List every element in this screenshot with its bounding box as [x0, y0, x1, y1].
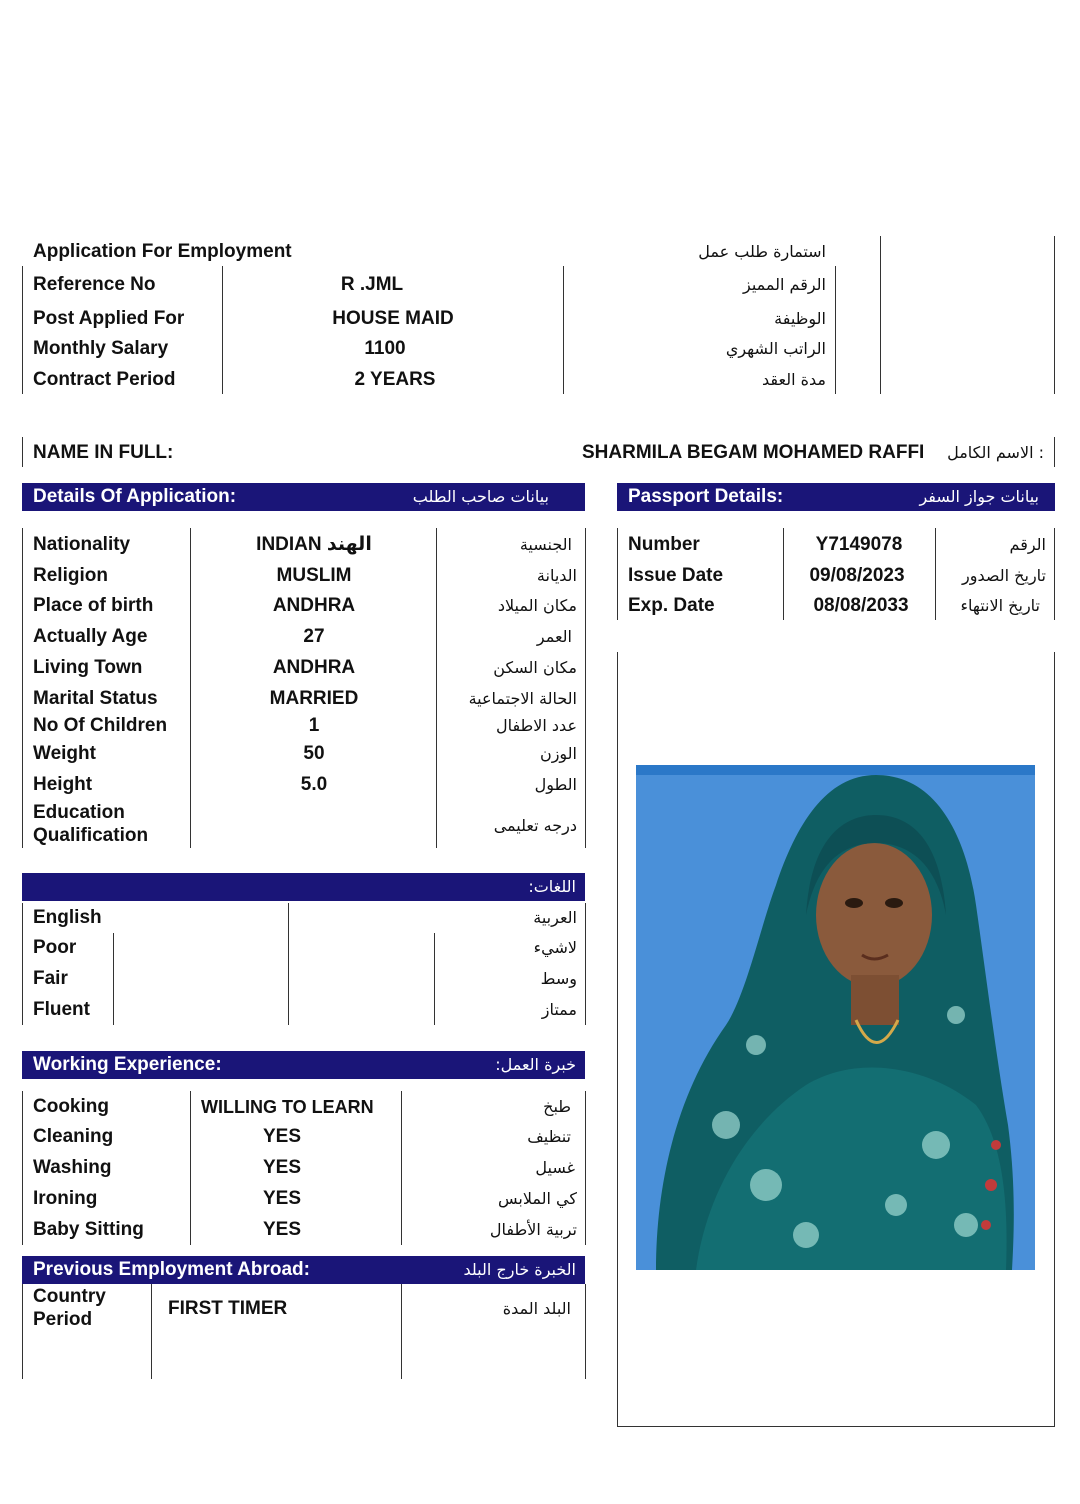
- applicant-photo: [636, 765, 1035, 1270]
- passport-title-arabic: بيانات جواز السفر: [919, 487, 1039, 506]
- lang-fluent-label: Fluent: [33, 999, 90, 1020]
- religion-value: MUSLIM: [276, 565, 352, 586]
- baby-sitting-value: YES: [262, 1219, 302, 1240]
- height-label: Height: [33, 774, 93, 795]
- weight-label-arabic: الوزن: [539, 744, 577, 763]
- age-label-arabic: العمر: [536, 627, 572, 646]
- reference-no-label-arabic: الرقم المميز: [742, 275, 826, 294]
- religion-label: Religion: [33, 565, 108, 586]
- details-title-arabic: بيانات صاحب الطلب: [412, 487, 549, 506]
- cleaning-value: YES: [262, 1126, 302, 1147]
- living-town-label: Living Town: [33, 657, 143, 678]
- monthly-salary-label-arabic: الراتب الشهري: [725, 339, 826, 358]
- place-of-birth-value: ANDHRA: [272, 595, 356, 616]
- lang-english-label: English: [33, 907, 102, 928]
- height-value: 5.0: [300, 774, 328, 795]
- period-label: Period: [33, 1309, 93, 1330]
- previous-title-arabic: الخبرة خارج البلد: [463, 1260, 576, 1279]
- exp-date-label-arabic: تاريخ الانتهاء: [960, 596, 1040, 615]
- experience-title-arabic: خبرة العمل:: [495, 1055, 576, 1074]
- education-label-line1: Education: [33, 802, 125, 823]
- post-applied-label: Post Applied For: [33, 308, 185, 329]
- cooking-label-arabic: طبخ: [543, 1097, 571, 1116]
- reference-no-value: R .JML: [340, 274, 404, 295]
- monthly-salary-value: 1100: [364, 338, 406, 359]
- education-label-line2: Qualification: [33, 825, 149, 846]
- lang-fair-label: Fair: [33, 968, 68, 989]
- washing-value: YES: [262, 1157, 302, 1178]
- age-value: 27: [303, 626, 325, 647]
- nationality-label-arabic: الجنسية: [519, 535, 572, 554]
- contract-period-label: Contract Period: [33, 369, 176, 390]
- age-label: Actually Age: [33, 626, 148, 647]
- experience-header-bar: [22, 1051, 585, 1079]
- marital-status-label-arabic: الحالة الاجتماعية: [468, 689, 577, 708]
- weight-value: 50: [303, 743, 325, 764]
- living-town-value: ANDHRA: [272, 657, 356, 678]
- contract-period-value: 2 YEARS: [354, 369, 436, 390]
- experience-title: Working Experience:: [33, 1054, 222, 1075]
- cooking-value: WILLING TO LEARN: [201, 1097, 374, 1117]
- country-label: Country: [33, 1286, 106, 1307]
- washing-label: Washing: [33, 1157, 112, 1178]
- name-label-arabic: : الاسم الكامل: [947, 443, 1044, 462]
- post-applied-value: HOUSE MAID: [332, 308, 454, 329]
- washing-label-arabic: غسيل: [535, 1158, 575, 1177]
- exp-date-value: 08/08/2033: [813, 595, 909, 616]
- lang-poor-label-arabic: لاشيء: [533, 938, 577, 957]
- ironing-label: Ironing: [33, 1188, 98, 1209]
- passport-number-value: Y7149078: [815, 534, 903, 555]
- living-town-label-arabic: مكان السكن: [493, 658, 577, 677]
- languages-header-bar: [22, 873, 585, 901]
- form-title-arabic: استمارة طلب عمل: [698, 242, 826, 261]
- exp-date-label: Exp. Date: [628, 595, 715, 616]
- lang-arabic-label: العربية: [533, 908, 577, 927]
- country-period-label-arabic: البلد المدة: [502, 1299, 571, 1318]
- contract-period-label-arabic: مدة العقد: [762, 370, 826, 389]
- marital-status-value: MARRIED: [269, 688, 359, 709]
- ironing-value: YES: [262, 1188, 302, 1209]
- nationality-value: INDIAN الهند: [256, 534, 372, 555]
- baby-sitting-label: Baby Sitting: [33, 1219, 144, 1240]
- nationality-label: Nationality: [33, 534, 131, 555]
- religion-label-arabic: الديانة: [536, 566, 577, 585]
- cooking-label: Cooking: [33, 1096, 109, 1117]
- issue-date-value: 09/08/2023: [809, 565, 905, 586]
- post-applied-label-arabic: الوظيفة: [774, 309, 826, 328]
- details-title: Details Of Application:: [33, 486, 237, 507]
- cleaning-label-arabic: تنظيف: [527, 1127, 571, 1146]
- lang-fair-label-arabic: وسط: [540, 969, 577, 988]
- marital-status-label: Marital Status: [33, 688, 158, 709]
- languages-title-arabic: اللغات:: [528, 877, 576, 896]
- ironing-label-arabic: كي الملابس: [497, 1189, 577, 1208]
- cleaning-label: Cleaning: [33, 1126, 114, 1147]
- previous-header-bar: [22, 1256, 585, 1284]
- lang-fluent-label-arabic: ممتاز: [541, 1000, 577, 1019]
- passport-title: Passport Details:: [628, 486, 784, 507]
- children-label-arabic: عدد الاطفال: [495, 716, 577, 735]
- reference-no-label: Reference No: [33, 274, 156, 295]
- issue-date-label-arabic: تاريخ الصدور: [962, 566, 1046, 585]
- baby-sitting-label-arabic: تربية الأطفال: [489, 1220, 577, 1239]
- previous-title: Previous Employment Abroad:: [33, 1259, 310, 1280]
- name-value: SHARMILA BEGAM MOHAMED RAFFI: [582, 442, 925, 463]
- details-header-bar: [22, 483, 585, 511]
- children-value: 1: [308, 715, 320, 736]
- children-label: No Of Children: [33, 715, 168, 736]
- name-label: NAME IN FULL:: [33, 442, 174, 463]
- education-label-arabic: درجه تعليمى: [493, 816, 577, 835]
- form-title: Application For Employment: [33, 241, 292, 262]
- place-of-birth-label-arabic: مكان الميلاد: [497, 596, 577, 615]
- passport-number-label: Number: [628, 534, 700, 555]
- previous-employment-value: FIRST TIMER: [168, 1298, 288, 1319]
- lang-poor-label: Poor: [33, 937, 77, 958]
- passport-header-bar: [617, 483, 1055, 511]
- weight-label: Weight: [33, 743, 96, 764]
- height-label-arabic: الطول: [534, 775, 577, 794]
- passport-number-label-arabic: الرقم: [1009, 535, 1046, 554]
- issue-date-label: Issue Date: [628, 565, 724, 586]
- place-of-birth-label: Place of birth: [33, 595, 154, 616]
- monthly-salary-label: Monthly Salary: [33, 338, 169, 359]
